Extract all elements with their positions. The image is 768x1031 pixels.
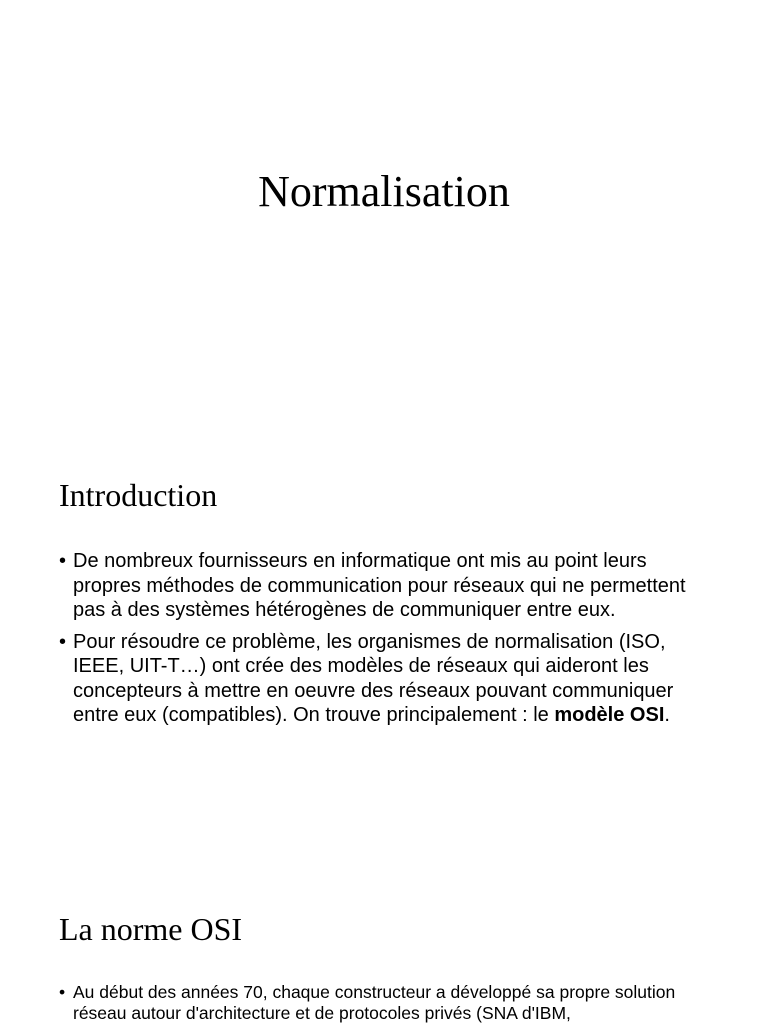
introduction-heading: Introduction <box>59 477 218 513</box>
bullet-icon: • <box>59 630 67 653</box>
osi-slide <box>0 880 768 1024</box>
introduction-bullet-list <box>59 549 719 735</box>
list-item <box>59 630 719 728</box>
bullet-bold-text: modèle OSI <box>554 704 665 726</box>
slide-title: Normalisation <box>258 167 510 216</box>
bullet-text: Pour résoudre ce problème, les organismes de normalisation (ISO, IEEE, UIT-T…) ont crée des modèles de réseaux qui aideront les concepteurs à mettre en oeuvre des réseaux pouvant communiquer entre eux (compatibles). On trouve principalement : le <box>73 630 674 726</box>
bullet-icon: • <box>59 982 66 1002</box>
title-slide <box>0 0 768 300</box>
bullet-text-end: . <box>664 704 670 726</box>
bullet-icon: • <box>59 550 67 572</box>
bullet-text: De nombreux fournisseurs en informatique ont mis au point leurs propres méthodes de communication pour réseaux qui ne permettent pas à des systèmes hétérogènes de communiquer entre eux. <box>73 550 686 621</box>
introduction-slide <box>0 440 768 860</box>
list-item <box>59 982 719 1024</box>
bullet-text: Au début des années 70, chaque constructeur a développé sa propre solution réseau autour d'architecture et de protocoles privés (SNA d'IBM, <box>73 982 676 1023</box>
osi-heading: La norme OSI <box>59 911 243 947</box>
list-item <box>59 549 719 623</box>
